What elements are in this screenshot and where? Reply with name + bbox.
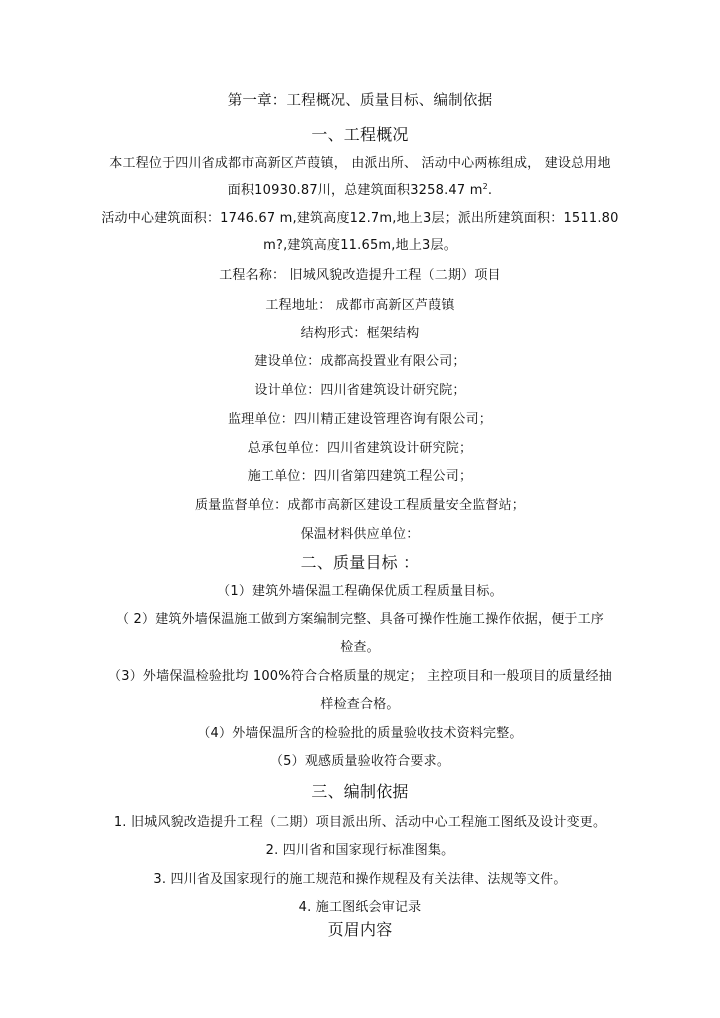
- quality-goal-3-line-2: 样检查合格。: [320, 697, 400, 712]
- section1-heading: 一、工程概况: [311, 125, 409, 144]
- insulation-supplier-unit: 保温材料供应单位：: [300, 527, 420, 542]
- area-line-2: m?,建筑高度11.65m,地上3层。: [263, 238, 457, 253]
- page-header-content: 页眉内容: [327, 920, 393, 939]
- quality-goal-3-line-1: （3）外墙保温检验批均 100%符合合格质量的规定； 主控项目和一般项目的质量经抽: [108, 669, 612, 684]
- quality-supervision-unit: 质量监督单位：成都市高新区建设工程质量安全监督站；: [194, 498, 525, 513]
- overview-line-2-text: 面积10930.87川，总建筑面积3258.47 m: [227, 183, 483, 198]
- chapter-title: 第一章：工程概况、质量目标、编制依据: [227, 93, 493, 109]
- overview-line-2: [0, 183, 720, 199]
- structure-type: 结构形式：框架结构: [300, 326, 420, 341]
- quality-goal-4: （4）外墙保温所含的检验批的质量验收技术资料完整。: [197, 726, 523, 741]
- basis-item-1: 1. 旧城风貌改造提升工程（二期）项目派出所、活动中心工程施工图纸及设计变更。: [113, 815, 607, 830]
- superscript-2: 2: [482, 182, 488, 191]
- basis-item-3: 3. 四川省及国家现行的施工规范和操作规程及有关法律、法规等文件。: [153, 872, 567, 887]
- quality-goal-2-line-2: 检查。: [340, 640, 380, 655]
- quality-goal-5: （5）观感质量验收符合要求。: [269, 754, 451, 769]
- construction-unit: 施工单位：四川省第四建筑工程公司；: [247, 469, 473, 484]
- quality-goal-2-line-1: （ 2）建筑外墙保温施工做到方案编制完整、具备可操作性施工操作依据，便于工序: [115, 612, 604, 627]
- section2-heading: 二、质量目标 ：: [300, 553, 420, 572]
- general-contractor-unit: 总承包单位：四川省建筑设计研究院；: [247, 441, 473, 456]
- overview-line-1: 本工程位于四川省成都市高新区芦葭镇， 由派出所、 活动中心两栋组成， 建设总用地: [109, 156, 611, 171]
- design-unit: 设计单位：四川省建筑设计研究院；: [254, 383, 466, 398]
- supervision-unit: 监理单位：四川精正建设管理咨询有限公司；: [227, 412, 492, 427]
- overview-line-2-end: .: [487, 183, 493, 198]
- project-name: 工程名称： 旧城风貌改造提升工程（二期）项目: [219, 268, 501, 283]
- quality-goal-1: （1）建筑外墙保温工程确保优质工程质量目标。: [217, 584, 503, 599]
- basis-item-2: 2. 四川省和国家现行标准图集。: [265, 843, 455, 858]
- section3-heading: 三、编制依据: [311, 782, 409, 801]
- area-line-1: 活动中心建筑面积：1746.67 m,建筑高度12.7m,地上3层；派出所建筑面积：1511.80: [101, 211, 619, 226]
- builder-unit: 建设单位：成都高投置业有限公司；: [254, 354, 466, 369]
- basis-item-4: 4. 施工图纸会审记录: [298, 900, 422, 915]
- project-address: 工程地址： 成都市高新区芦葭镇: [265, 298, 455, 313]
